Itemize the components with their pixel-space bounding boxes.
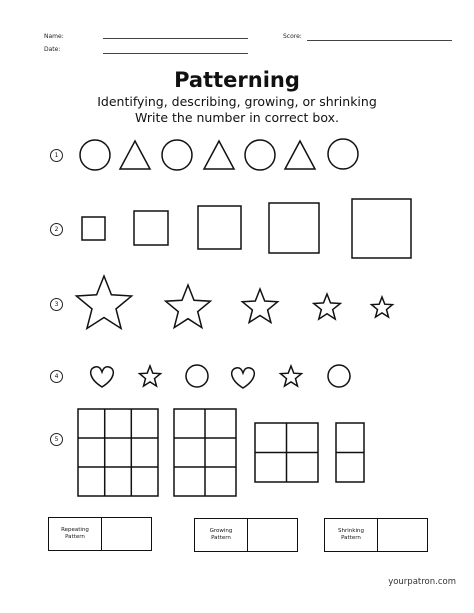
row-number-3: 3	[50, 298, 63, 311]
growing-pattern-label: Growing Pattern	[195, 519, 248, 551]
grid-1x2-shape	[336, 423, 364, 482]
date-label: Date:	[44, 46, 61, 53]
score-label: Score:	[283, 33, 302, 40]
square-shape	[352, 199, 411, 258]
square-shape	[269, 203, 319, 253]
footer-website: yourpatron.com	[388, 577, 456, 587]
grid-3x3-shape	[78, 409, 158, 496]
grid-2x3-shape	[174, 409, 236, 496]
star-shape	[314, 294, 341, 319]
subtitle-line-2: Write the number in correct box.	[135, 110, 339, 125]
square-shape	[134, 211, 168, 245]
repeating-pattern-label: Repeating Pattern	[49, 518, 102, 550]
subtitle-line-1: Identifying, describing, growing, or shrinking	[97, 94, 377, 109]
triangle-shape	[285, 141, 315, 169]
circle-shape	[186, 365, 208, 387]
shrinking-pattern-box[interactable]	[324, 518, 428, 552]
row-4-shapes	[91, 365, 350, 388]
circle-shape	[328, 139, 358, 169]
star-shape	[76, 276, 131, 329]
circle-shape	[162, 140, 192, 170]
star-shape	[242, 289, 277, 323]
circle-shape	[245, 140, 275, 170]
square-shape	[198, 206, 241, 249]
row-number-4: 4	[50, 370, 63, 383]
page-title: Patterning	[174, 68, 300, 92]
star-shape	[166, 285, 211, 328]
row-1-shapes	[80, 139, 358, 170]
triangle-shape	[204, 141, 234, 169]
row-number-2: 2	[50, 223, 63, 236]
row-3-shapes	[76, 276, 392, 329]
row-2-shapes	[82, 199, 411, 258]
repeating-pattern-box[interactable]	[48, 517, 152, 551]
circle-shape	[328, 365, 350, 387]
grid-2x2-shape	[255, 423, 318, 482]
triangle-shape	[120, 141, 150, 169]
circle-shape	[80, 140, 110, 170]
shrinking-pattern-label: Shrinking Pattern	[325, 519, 378, 551]
row-number-5: 5	[50, 433, 63, 446]
heart-shape	[91, 367, 114, 387]
star-shape	[372, 297, 393, 317]
growing-pattern-box[interactable]	[194, 518, 298, 552]
star-shape	[281, 366, 302, 386]
square-shape	[82, 217, 105, 240]
name-label: Name:	[44, 33, 64, 40]
row-5-shapes	[78, 409, 364, 496]
star-shape	[140, 366, 161, 386]
heart-shape	[232, 368, 255, 388]
row-number-1: 1	[50, 149, 63, 162]
